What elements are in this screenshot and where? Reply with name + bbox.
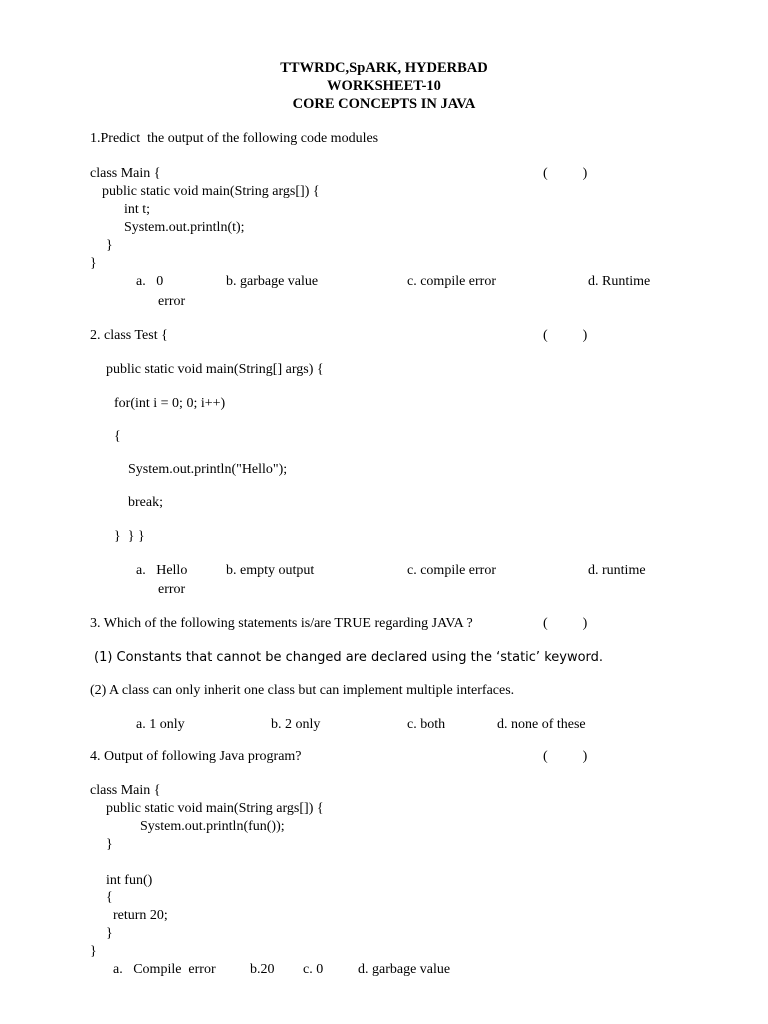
q4-option-c: c. 0 xyxy=(303,962,324,977)
q1-option-a: a. 0 xyxy=(136,274,164,289)
q3-answer-bracket: ( ) xyxy=(543,616,588,631)
q4-code-line: public static void main(String args[]) { xyxy=(106,801,324,816)
q1-option-c: c. compile error xyxy=(407,274,497,289)
q2-code-line: break; xyxy=(128,495,163,510)
q2-prompt: 2. class Test { xyxy=(90,328,168,343)
q1-code-line: class Main { xyxy=(90,166,161,181)
q2-code-line: { xyxy=(114,429,121,444)
worksheet-institution: TTWRDC,SpARK, HYDERBAD xyxy=(280,60,488,76)
q4-prompt: 4. Output of following Java program? xyxy=(90,749,302,764)
q4-option-b: b.20 xyxy=(250,962,275,977)
q4-code-line: { xyxy=(106,890,113,905)
q1-option-d-continuation: error xyxy=(158,294,186,309)
q3-option-a: a. 1 only xyxy=(136,717,185,732)
q1-code-line: System.out.println(t); xyxy=(124,220,245,235)
q2-option-a: a. Hello xyxy=(136,563,188,578)
q2-code-line: } } } xyxy=(114,529,145,544)
q1-option-b: b. garbage value xyxy=(226,274,319,289)
q4-code-line: } xyxy=(106,926,113,941)
q3-statement-1: (1) Constants that cannot be changed are declared using the ‘static’ keyword. xyxy=(94,650,604,665)
q1-code-line: int t; xyxy=(124,202,151,217)
q4-answer-bracket: ( ) xyxy=(543,749,588,764)
q2-code-line: public static void main(String[] args) { xyxy=(106,362,324,377)
q3-prompt: 3. Which of the following statements is/are TRUE regarding JAVA ? xyxy=(90,616,473,631)
q4-option-d: d. garbage value xyxy=(358,962,451,977)
q3-option-c: c. both xyxy=(407,717,446,732)
q1-answer-bracket: ( ) xyxy=(543,166,588,181)
q2-option-d: d. runtime xyxy=(588,563,646,578)
q2-answer-bracket: ( ) xyxy=(543,328,588,343)
q4-option-a: a. Compile error xyxy=(113,962,216,977)
q1-prompt: 1.Predict the output of the following code modules xyxy=(90,131,379,146)
q3-option-d: d. none of these xyxy=(497,717,586,732)
q1-option-d: d. Runtime xyxy=(588,274,651,289)
q4-code-line: } xyxy=(90,944,97,959)
q1-code-line: public static void main(String args[]) { xyxy=(102,184,320,199)
q3-statement-2: (2) A class can only inherit one class but can implement multiple interfaces. xyxy=(90,683,515,698)
q4-code-line: } xyxy=(106,837,113,852)
q2-option-c: c. compile error xyxy=(407,563,497,578)
q1-code-line: } xyxy=(106,238,113,253)
q4-code-line: class Main { xyxy=(90,783,161,798)
q2-code-line: for(int i = 0; 0; i++) xyxy=(114,396,226,411)
q3-option-b: b. 2 only xyxy=(271,717,321,732)
worksheet-number: WORKSHEET-10 xyxy=(327,78,441,94)
q4-code-line: System.out.println(fun()); xyxy=(140,819,285,834)
q2-option-a-continuation: error xyxy=(158,582,186,597)
worksheet-title: CORE CONCEPTS IN JAVA xyxy=(292,96,476,112)
q1-code-line: } xyxy=(90,256,97,271)
q4-code-line: int fun() xyxy=(106,873,153,888)
q2-option-b: b. empty output xyxy=(226,563,315,578)
q4-code-line: return 20; xyxy=(113,908,168,923)
q2-code-line: System.out.println("Hello"); xyxy=(128,462,288,477)
